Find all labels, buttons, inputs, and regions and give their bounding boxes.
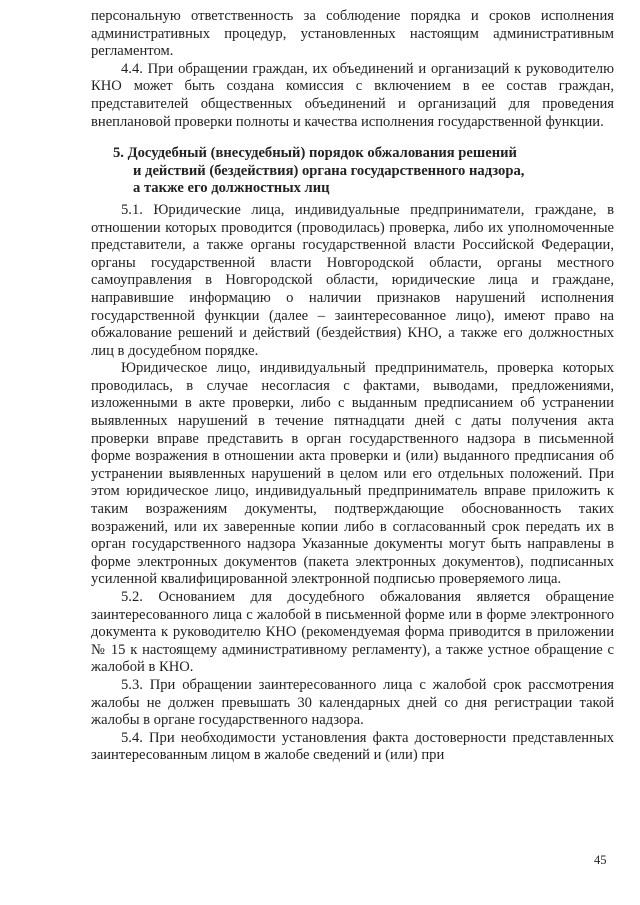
section-heading-line-1: 5. Досудебный (внесудебный) порядок обжалования решений bbox=[113, 145, 517, 162]
paragraph-5-2: 5.2. Основанием для досудебного обжалования является обращение заинтересованного лица с жалобой в письменной форме или в форме электронного документа к руководителю КНО (рекомендуемая форма приводится в приложении № 15 к настоящему административному регламенту), а также устное обращение с жалобой в КНО. bbox=[91, 589, 614, 676]
section-heading bbox=[91, 145, 614, 198]
paragraph-5-1: 5.1. Юридические лица, индивидуальные предприниматели, граждане, в отношении которых проводится (проводилась) проверка, либо их уполномоченные представители, а также органы государственной власти Российской Федерации, органы государственной власти Новгородской области, органы местного самоуправления в Новгородской области, юридические лица и граждане, направившие информацию о наличии признаков нарушений исполнения государственной функции (далее – заинтересованное лицо), имеют право на обжалование решений и действий (бездействия) КНО, а также его должностных лиц в досудебном порядке. bbox=[91, 201, 614, 359]
paragraph-5-3: 5.3. При обращении заинтересованного лица с жалобой срок рассмотрения жалобы не должен превышать 30 календарных дней со дня регистрации такой жалобы в органе государственного надзора. bbox=[91, 676, 614, 729]
page-number: 45 bbox=[594, 853, 607, 867]
paragraph-5-1-objections: Юридическое лицо, индивидуальный предприниматель, проверка которых проводилась, в случае несогласия с фактами, выводами, предложениями, изложенными в акте проверки, либо с выданным предписанием об устранении выявленных нарушений в течение пятнадцати дней с даты получения акта проверки вправе представить в орган государственного надзора в письменной форме возражения в отношении акта проверки и (или) выданного предписания об устранении выявленных нарушений в целом или его отдельных положений. При этом юридическое лицо, индивидуальный предприниматель вправе приложить к таким возражениям документы, подтверждающие обоснованность таких возражений, или их заверенные копии либо в согласованный срок передать их в орган государственного надзора Указанные документы могут быть направлены в форме электронных документов (пакета электронных документов), подписанных усиленной квалифицированной электронной подписью проверяемого лица. bbox=[91, 360, 614, 588]
paragraph-4-4: 4.4. При обращении граждан, их объединений и организаций к руководителю КНО может быть создана комиссия с включением в ее состав граждан, представителей общественных объединений и организаций для проведения внеплановой проверки полноты и качества исполнения государственной функции. bbox=[91, 60, 614, 130]
section-heading-line-2: и действий (бездействия) органа государственного надзора, bbox=[133, 162, 525, 179]
section-heading-line-3: а также его должностных лиц bbox=[133, 180, 330, 197]
paragraph-continuation: персональную ответственность за соблюдение порядка и сроков исполнения административных процедур, установленных настоящим административным регламентом. bbox=[91, 8, 614, 60]
paragraph-5-4: 5.4. При необходимости установления факта достоверности представленных заинтересованным лицом в жалобе сведений и (или) при bbox=[91, 729, 614, 764]
